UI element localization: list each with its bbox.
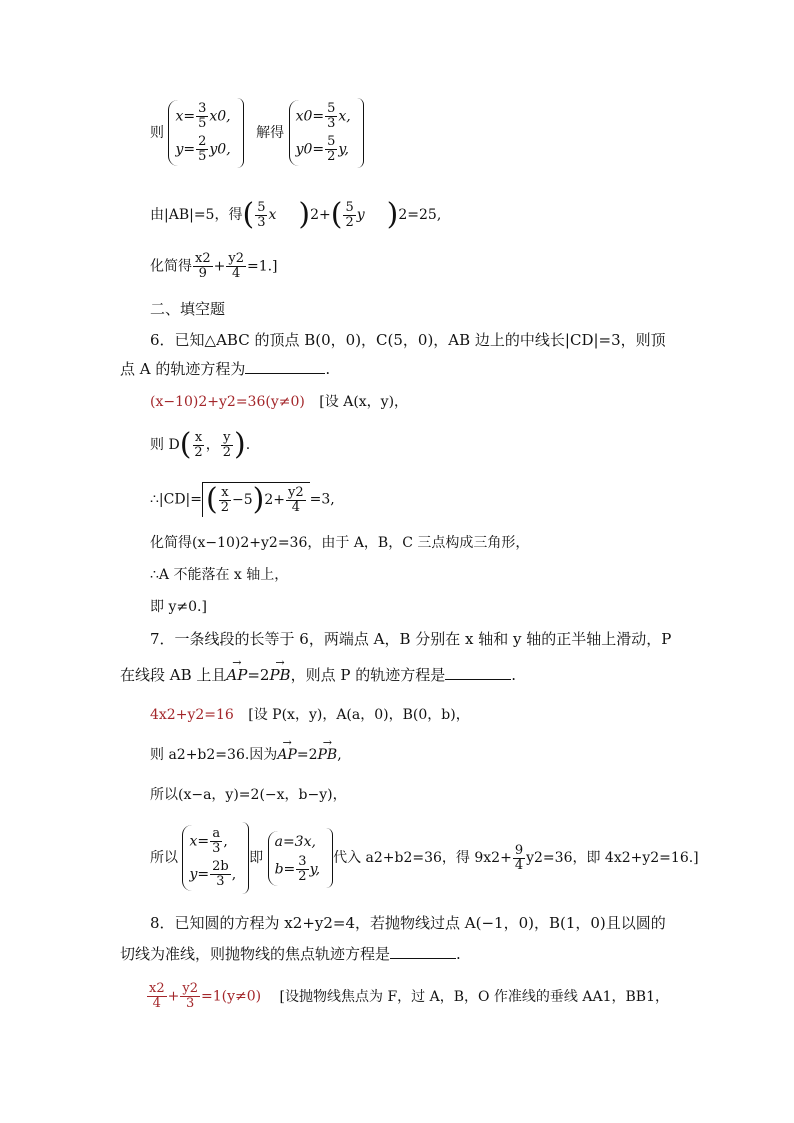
frac-den: 2 [298, 868, 307, 884]
system-1 [168, 100, 236, 166]
frac-den: 3 [212, 841, 221, 856]
frac-den: 3 [327, 116, 336, 131]
q7-line2-pre: 在线段 AB 上且 [120, 666, 227, 684]
q7-line2 [120, 666, 516, 684]
solve-label: 解得 [256, 125, 285, 141]
q7-line2-post: ，则点 P 的轨迹方程是 [290, 666, 446, 684]
q7-substitute-pre: 代入 a2+b2=36，得 9x2+ [333, 850, 512, 866]
vector-pb: → PB [269, 666, 290, 684]
frac-num: a [212, 826, 221, 841]
q8-answer-frac-2 [180, 982, 200, 1011]
frac-num: y2 [228, 251, 244, 266]
frac-num: y [223, 429, 231, 445]
q7-vector-pre: 则 a2+b2=36.因为 [150, 747, 278, 763]
q8-line2 [120, 945, 461, 963]
paren: ) [252, 482, 265, 517]
frac-den: 2 [220, 499, 230, 515]
frac-den: 5 [198, 116, 207, 131]
sys2-eq-a-tail: x, [338, 108, 351, 125]
frac-den: 4 [514, 857, 524, 873]
eq-two: =2 [296, 747, 318, 763]
q6-midpoint-line: 则 D( $\frac{x}{2}$ ， $\frac{y}{2}$ ). [150, 427, 251, 462]
frac-den: 2 [327, 149, 336, 164]
frac-num: 9 [514, 842, 524, 858]
q8-line2-text: 切线为准线，则抛物线的焦点轨迹方程是 [120, 945, 391, 963]
plus: + [167, 988, 180, 1005]
q7-line2-end: . [511, 666, 517, 684]
ab-length-post: 2=25, [398, 207, 442, 223]
system-4 [268, 831, 326, 886]
simplify-pre: 化简得 [150, 258, 192, 275]
square-plus: 2+ [264, 492, 286, 508]
frac-num: y2 [182, 981, 198, 996]
sys2-eq-b-tail: y, [338, 141, 349, 158]
frac-den: 3 [216, 874, 225, 889]
q6-conclusion: 即 y≠0.] [150, 599, 207, 615]
answer-blank [245, 373, 325, 374]
q7-answer-line [150, 706, 470, 724]
paren: ) [298, 197, 311, 232]
q8-line2-end: . [456, 945, 461, 963]
q6-distance-line [150, 482, 335, 517]
paren: ) [233, 427, 246, 462]
sys3-eq-b: y= [189, 866, 210, 883]
frac-den: 4 [152, 996, 161, 1011]
q6-line2 [120, 360, 330, 378]
frac-den: 2 [345, 214, 354, 230]
q6-midpoint-pre: 则 D [150, 437, 180, 453]
ab-length-mid: 2+ [310, 207, 331, 223]
frac-den: 3 [257, 214, 266, 230]
frac-num: 5 [327, 134, 336, 149]
frac-num: x2 [195, 251, 211, 266]
q8-line1: 8．已知圆的方程为 x2+y2=4，若抛物线过点 A(−1，0)，B(1，0)且以圆的 [150, 914, 666, 932]
frac-den: 3 [186, 996, 195, 1011]
answer-blank [390, 958, 456, 959]
frac-num: x2 [149, 981, 165, 996]
q7-substitute-tail: y2=36，即 4x2+y2=16.] [526, 850, 699, 866]
q6-not-on-axis: ∴A 不能落在 x 轴上， [150, 567, 289, 583]
sys2-eq-b: y0= [295, 141, 325, 158]
sys1-eq-b-tail: y0, [209, 141, 231, 158]
q7-coord-line: 所以(x−a，y)=2(−x，b−y)， [150, 787, 347, 803]
frac-num: 2b [212, 859, 229, 874]
paren: ( [179, 427, 192, 462]
q7-vector-line [150, 746, 342, 764]
simplify-post: =1.] [246, 258, 278, 275]
sys4-eq-b: b= [274, 861, 296, 877]
q8-answer-tail: [设抛物线焦点为 F，过 A，B，O 作准线的垂线 AA1，BB1， [279, 988, 669, 1005]
sys2-eq-a: x0= [295, 108, 325, 125]
frac-den: 9 [198, 266, 207, 281]
q6-midpoint-post: . [245, 437, 251, 453]
frac-num: y2 [288, 484, 304, 500]
q6-answer-tail: [设 A(x，y)， [319, 394, 409, 410]
frac-den: 4 [291, 499, 300, 515]
frac-num: 5 [257, 199, 266, 215]
frac-den: 4 [232, 266, 241, 281]
q6-distance-pre: ∴|CD|= [150, 491, 203, 508]
ab-length-line [150, 197, 442, 232]
simplify-line [150, 252, 278, 281]
q7-system-pre: 所以 [150, 850, 178, 866]
q6-line2-text: 点 A 的轨迹方程为 [120, 360, 246, 378]
q7-system-mid: 即 [249, 850, 264, 866]
var: x [268, 207, 277, 223]
q7-answer: 4x2+y2=16 [150, 707, 234, 723]
sqrt [202, 482, 310, 517]
answer-blank [445, 679, 511, 680]
system-3: x= $\frac{a}{3}$ , y= $\frac{2b}{3}$ , [182, 825, 242, 891]
q6-distance-post: =3, [309, 491, 335, 508]
q7-answer-tail: [设 P(x，y)，A(a，0)，B(0，b)， [248, 707, 470, 723]
paren: ( [206, 482, 218, 517]
q7-vector-post: , [337, 747, 342, 763]
q6-line1: 6．已知△ABC 的顶点 B(0，0)，C(5，0)，AB 边上的中线长|CD|=3，则顶 [150, 331, 666, 349]
plus: + [213, 258, 226, 275]
q8-answer-post: =1(y≠0) [200, 988, 262, 1005]
frac-num: x [221, 484, 229, 500]
paren: ) [386, 197, 399, 232]
minus-five: −5 [232, 492, 253, 508]
q7-line1: 7．一条线段的长等于 6，两端点 A，B 分别在 x 轴和 y 轴的正半轴上滑动，P [150, 630, 672, 648]
frac-num: 2 [198, 134, 207, 149]
sys1-eq-a: x= [175, 108, 196, 125]
frac-num: 5 [345, 199, 354, 215]
vector-ap: → AP [277, 746, 297, 764]
paren: ( [330, 197, 343, 232]
vector-pb: → PB [317, 746, 337, 764]
q8-answer-line [146, 982, 669, 1011]
frac-num: 3 [198, 101, 207, 116]
q6-simplify-line: 化简得(x−10)2+y2=36，由于 A，B，C 三点构成三角形， [150, 535, 530, 551]
frac-den: 2 [222, 444, 231, 460]
sys4-eq-a: a=3x, [274, 833, 316, 850]
sys4-eq-b-tail: y, [309, 861, 321, 877]
q7-system-line [150, 822, 699, 894]
frac-den: 2 [194, 444, 203, 460]
system-line [150, 98, 364, 168]
sys1-eq-b: y= [175, 141, 196, 158]
frac-den: 5 [198, 149, 207, 164]
q8-answer-frac-1 [147, 982, 167, 1011]
eq-two: =2 [247, 666, 270, 684]
system-2 [289, 100, 357, 166]
section-title: 二、填空题 [150, 300, 226, 318]
q6-answer-line [150, 393, 408, 411]
q6-answer: (x−10)2+y2=36(y≠0) [150, 394, 305, 410]
sys1-eq-a-tail: x0, [209, 108, 231, 125]
vector-ap: → AP [226, 666, 247, 684]
frac-num: x [194, 429, 203, 445]
sys3-eq-a: x= [189, 833, 210, 850]
frac-num: 3 [298, 853, 307, 869]
var: y [356, 207, 365, 223]
system-1-close [237, 98, 244, 168]
ab-length-pre: 由|AB|=5，得 [150, 207, 243, 223]
q6-line2-end: . [325, 360, 331, 378]
system-2-close [357, 98, 364, 168]
paren: ( [242, 197, 255, 232]
then-label: 则 [150, 125, 164, 141]
frac-num: 5 [327, 101, 336, 116]
